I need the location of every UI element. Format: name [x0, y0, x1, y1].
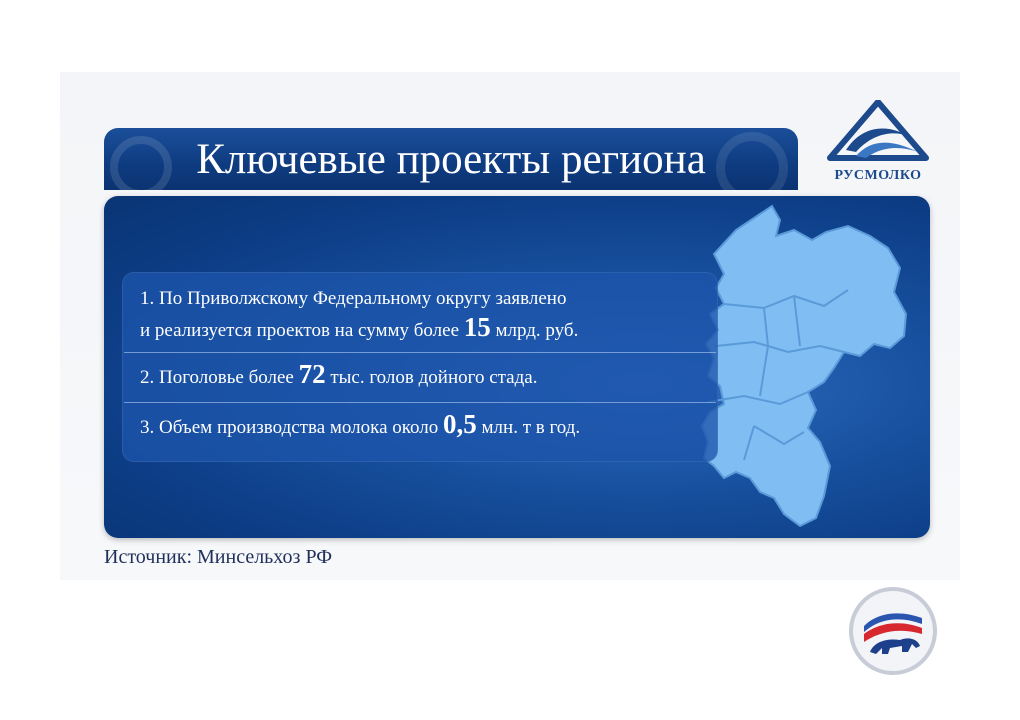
united-russia-logo: [848, 586, 938, 676]
divider: [124, 352, 716, 353]
item-1-line-2: [140, 313, 708, 345]
source-caption: Источник: Минсельхоз РФ: [104, 546, 333, 568]
page-title: Ключевые проекты региона: [196, 136, 706, 183]
title-bar: [104, 128, 798, 190]
rusmolko-emblem-icon: [826, 100, 930, 164]
item-2-text: 2. Поголовье более: [140, 367, 299, 388]
rusmolko-caption: РУСМОЛКО: [834, 168, 922, 183]
item-1-unit: млрд. руб.: [490, 320, 579, 341]
list-item: [140, 284, 708, 345]
item-3-text: 3. Объем производства молока около: [140, 417, 444, 438]
rusmolko-logo: [826, 100, 930, 184]
item-3-number: 0,5: [443, 409, 477, 439]
item-1-number: 15: [463, 312, 491, 342]
item-1-line-1: 1. По Приволжскому Федеральному округу заявлено: [140, 288, 567, 309]
list-item: [140, 360, 708, 392]
item-1-text: и реализуется проектов на сумму более: [140, 320, 464, 341]
list-item: [140, 410, 708, 442]
divider: [124, 402, 716, 403]
key-facts-box: [122, 272, 718, 462]
item-3-unit: млн. т в год.: [476, 417, 581, 438]
item-2-unit: тыс. голов дойного стада.: [325, 367, 538, 388]
item-2-number: 72: [298, 359, 326, 389]
bear-emblem-icon: [848, 586, 938, 676]
